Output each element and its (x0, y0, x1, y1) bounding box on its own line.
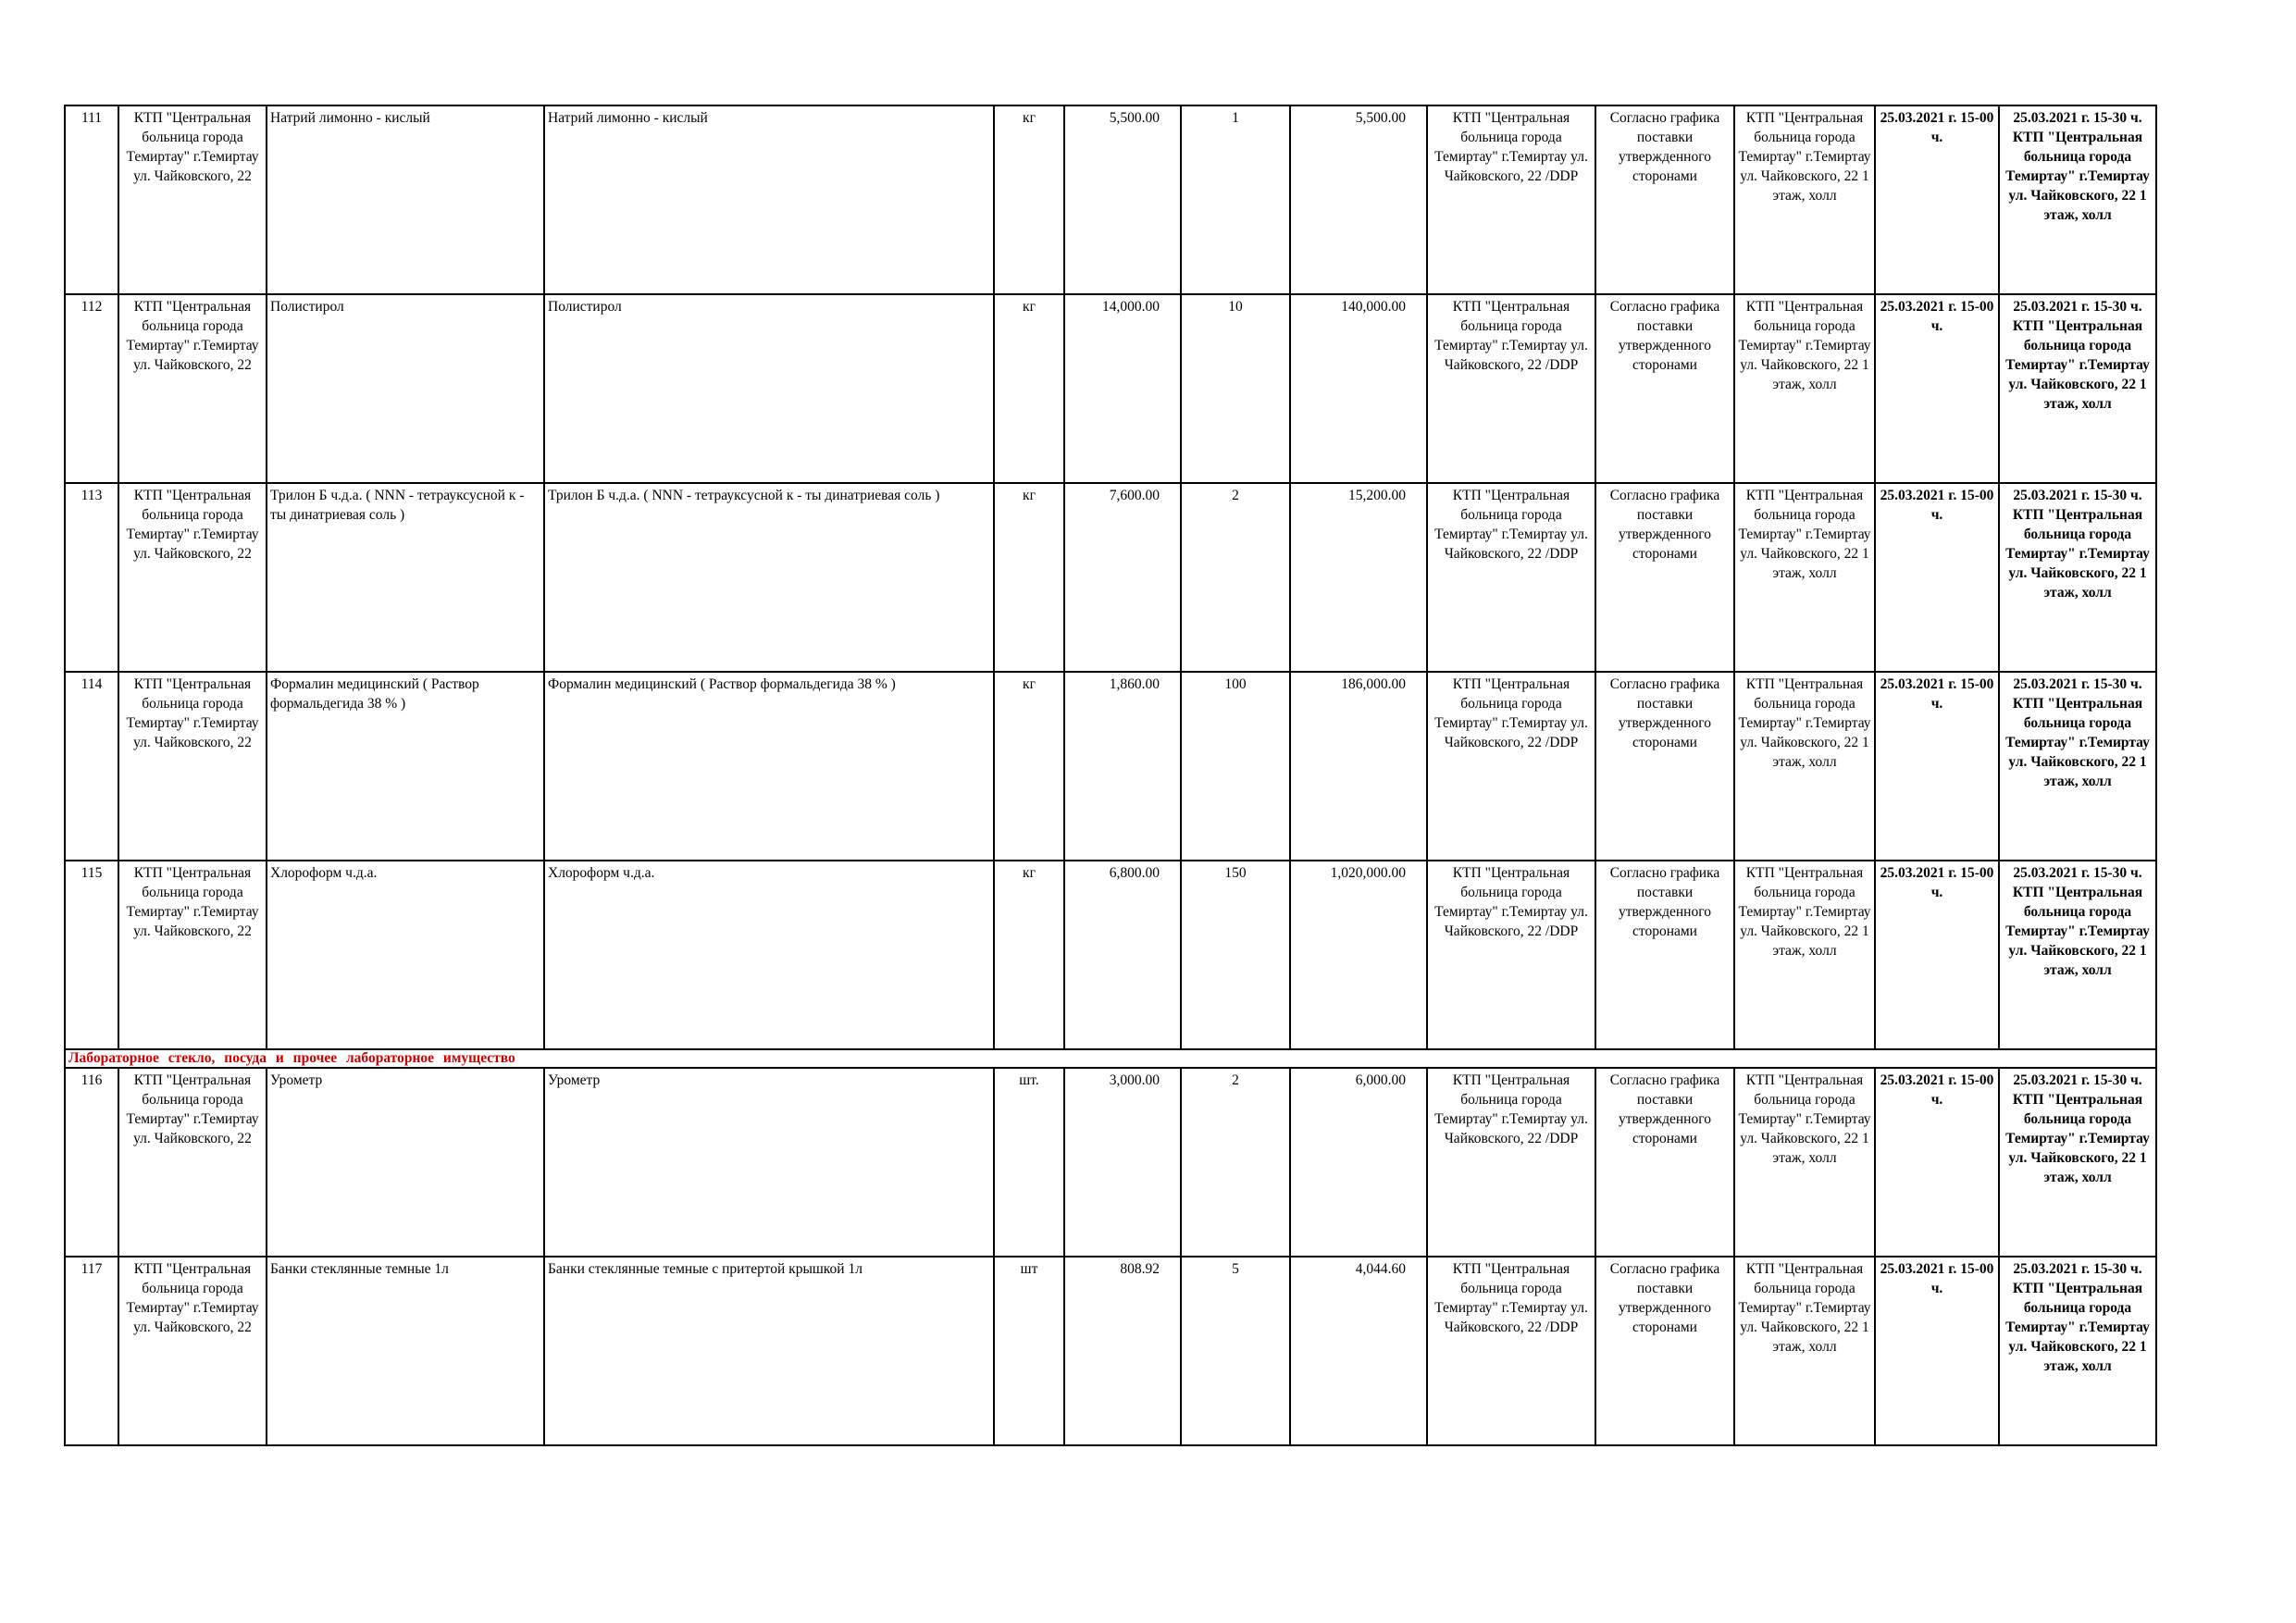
delivery-term-cell: Согласно графика поставки утвержденного сторонами (1595, 1257, 1734, 1445)
item-name-cell: Хлороформ ч.д.а. (267, 861, 544, 1049)
quantity-cell: 5 (1181, 1257, 1290, 1445)
customer-cell: КТП "Центральная больница города Темиртау" г.Темиртау ул. Чайковского, 22 (118, 1068, 267, 1257)
row-number-cell: 116 (65, 1068, 118, 1257)
submission-place-cell: КТП "Центральная больница города Темиртау" г.Темиртау ул. Чайковского, 22 1 этаж, холл (1734, 672, 1875, 861)
opening-cell: 25.03.2021 г. 15-30 ч. КТП "Центральная больница города Темиртау" г.Темиртау ул. Чайковского, 22 1 этаж, холл (1999, 861, 2156, 1049)
unit-cell: шт. (994, 1068, 1064, 1257)
delivery-term-cell: Согласно графика поставки утвержденного сторонами (1595, 294, 1734, 483)
item-description-cell: Трилон Б ч.д.а. ( NNN - тетрауксусной к - ты динатриевая соль ) (544, 483, 994, 672)
item-description-cell: Полистирол (544, 294, 994, 483)
delivery-term-cell: Согласно графика поставки утвержденного сторонами (1595, 1068, 1734, 1257)
deadline-cell: 25.03.2021 г. 15-00 ч. (1875, 672, 1999, 861)
item-description-cell: Натрий лимонно - кислый (544, 105, 994, 294)
delivery-place-cell: КТП "Центральная больница города Темиртау" г.Темиртау ул. Чайковского, 22 /DDP (1427, 861, 1595, 1049)
delivery-place-cell: КТП "Центральная больница города Темиртау" г.Темиртау ул. Чайковского, 22 /DDP (1427, 1068, 1595, 1257)
deadline-cell: 25.03.2021 г. 15-00 ч. (1875, 294, 1999, 483)
customer-cell: КТП "Центральная больница города Темиртау" г.Темиртау ул. Чайковского, 22 (118, 672, 267, 861)
item-name-cell: Натрий лимонно - кислый (267, 105, 544, 294)
delivery-place-cell: КТП "Центральная больница города Темиртау" г.Темиртау ул. Чайковского, 22 /DDP (1427, 672, 1595, 861)
submission-place-cell: КТП "Центральная больница города Темиртау" г.Темиртау ул. Чайковского, 22 1 этаж, холл (1734, 294, 1875, 483)
delivery-term-cell: Согласно графика поставки утвержденного сторонами (1595, 105, 1734, 294)
table-row (65, 861, 2156, 1049)
item-name-cell: Банки стеклянные темные 1л (267, 1257, 544, 1445)
item-name-cell: Урометр (267, 1068, 544, 1257)
deadline-cell: 25.03.2021 г. 15-00 ч. (1875, 861, 1999, 1049)
deadline-cell: 25.03.2021 г. 15-00 ч. (1875, 1068, 1999, 1257)
item-description-cell: Урометр (544, 1068, 994, 1257)
submission-place-cell: КТП "Центральная больница города Темиртау" г.Темиртау ул. Чайковского, 22 1 этаж, холл (1734, 483, 1875, 672)
unit-cell: кг (994, 294, 1064, 483)
row-number-cell: 117 (65, 1257, 118, 1445)
delivery-term-cell: Согласно графика поставки утвержденного сторонами (1595, 672, 1734, 861)
table-row (65, 672, 2156, 861)
unit-cell: кг (994, 483, 1064, 672)
submission-place-cell: КТП "Центральная больница города Темиртау" г.Темиртау ул. Чайковского, 22 1 этаж, холл (1734, 861, 1875, 1049)
opening-cell: 25.03.2021 г. 15-30 ч. КТП "Центральная больница города Темиртау" г.Темиртау ул. Чайковского, 22 1 этаж, холл (1999, 294, 2156, 483)
delivery-place-cell: КТП "Центральная больница города Темиртау" г.Темиртау ул. Чайковского, 22 /DDP (1427, 294, 1595, 483)
deadline-cell: 25.03.2021 г. 15-00 ч. (1875, 483, 1999, 672)
customer-cell: КТП "Центральная больница города Темиртау" г.Темиртау ул. Чайковского, 22 (118, 1257, 267, 1445)
delivery-term-cell: Согласно графика поставки утвержденного сторонами (1595, 861, 1734, 1049)
unit-cell: шт (994, 1257, 1064, 1445)
opening-cell: 25.03.2021 г. 15-30 ч. КТП "Центральная больница города Темиртау" г.Темиртау ул. Чайковского, 22 1 этаж, холл (1999, 483, 2156, 672)
row-number-cell: 115 (65, 861, 118, 1049)
opening-cell: 25.03.2021 г. 15-30 ч. КТП "Центральная больница города Темиртау" г.Темиртау ул. Чайковского, 22 1 этаж, холл (1999, 105, 2156, 294)
sum-cell: 186,000.00 (1290, 672, 1427, 861)
item-description-cell: Хлороформ ч.д.а. (544, 861, 994, 1049)
opening-cell: 25.03.2021 г. 15-30 ч. КТП "Центральная больница города Темиртау" г.Темиртау ул. Чайковского, 22 1 этаж, холл (1999, 1257, 2156, 1445)
sum-cell: 140,000.00 (1290, 294, 1427, 483)
price-cell: 808.92 (1064, 1257, 1181, 1445)
table-row (65, 294, 2156, 483)
deadline-cell: 25.03.2021 г. 15-00 ч. (1875, 105, 1999, 294)
submission-place-cell: КТП "Центральная больница города Темиртау" г.Темиртау ул. Чайковского, 22 1 этаж, холл (1734, 1257, 1875, 1445)
customer-cell: КТП "Центральная больница города Темиртау" г.Темиртау ул. Чайковского, 22 (118, 483, 267, 672)
price-cell: 1,860.00 (1064, 672, 1181, 861)
delivery-place-cell: КТП "Центральная больница города Темиртау" г.Темиртау ул. Чайковского, 22 /DDP (1427, 1257, 1595, 1445)
row-number-cell: 112 (65, 294, 118, 483)
customer-cell: КТП "Центральная больница города Темиртау" г.Темиртау ул. Чайковского, 22 (118, 294, 267, 483)
opening-cell: 25.03.2021 г. 15-30 ч. КТП "Центральная больница города Темиртау" г.Темиртау ул. Чайковского, 22 1 этаж, холл (1999, 1068, 2156, 1257)
customer-cell: КТП "Центральная больница города Темиртау" г.Темиртау ул. Чайковского, 22 (118, 105, 267, 294)
item-description-cell: Банки стеклянные темные с притертой крышкой 1л (544, 1257, 994, 1445)
price-cell: 3,000.00 (1064, 1068, 1181, 1257)
quantity-cell: 2 (1181, 483, 1290, 672)
item-description-cell: Формалин медицинский ( Раствор формальдегида 38 % ) (544, 672, 994, 861)
item-name-cell: Полистирол (267, 294, 544, 483)
quantity-cell: 1 (1181, 105, 1290, 294)
unit-cell: кг (994, 861, 1064, 1049)
quantity-cell: 10 (1181, 294, 1290, 483)
quantity-cell: 150 (1181, 861, 1290, 1049)
submission-place-cell: КТП "Центральная больница города Темиртау" г.Темиртау ул. Чайковского, 22 1 этаж, холл (1734, 1068, 1875, 1257)
table-row (65, 483, 2156, 672)
submission-place-cell: КТП "Центральная больница города Темиртау" г.Темиртау ул. Чайковского, 22 1 этаж, холл (1734, 105, 1875, 294)
sum-cell: 5,500.00 (1290, 105, 1427, 294)
table-row (65, 1068, 2156, 1257)
item-name-cell: Трилон Б ч.д.а. ( NNN - тетрауксусной к - ты динатриевая соль ) (267, 483, 544, 672)
section-header-row (65, 1049, 2156, 1068)
unit-cell: кг (994, 105, 1064, 294)
row-number-cell: 114 (65, 672, 118, 861)
opening-cell: 25.03.2021 г. 15-30 ч. КТП "Центральная больница города Темиртау" г.Темиртау ул. Чайковского, 22 1 этаж, холл (1999, 672, 2156, 861)
customer-cell: КТП "Центральная больница города Темиртау" г.Темиртау ул. Чайковского, 22 (118, 861, 267, 1049)
sum-cell: 4,044.60 (1290, 1257, 1427, 1445)
quantity-cell: 100 (1181, 672, 1290, 861)
price-cell: 5,500.00 (1064, 105, 1181, 294)
table-row (65, 105, 2156, 294)
price-cell: 14,000.00 (1064, 294, 1181, 483)
delivery-term-cell: Согласно графика поставки утвержденного сторонами (1595, 483, 1734, 672)
sum-cell: 15,200.00 (1290, 483, 1427, 672)
procurement-table-page (64, 105, 2157, 1446)
price-cell: 7,600.00 (1064, 483, 1181, 672)
section-header-cell (65, 1049, 2156, 1068)
table-row (65, 1257, 2156, 1445)
row-number-cell: 111 (65, 105, 118, 294)
delivery-place-cell: КТП "Центральная больница города Темиртау" г.Темиртау ул. Чайковского, 22 /DDP (1427, 105, 1595, 294)
delivery-place-cell: КТП "Центральная больница города Темиртау" г.Темиртау ул. Чайковского, 22 /DDP (1427, 483, 1595, 672)
unit-cell: кг (994, 672, 1064, 861)
row-number-cell: 113 (65, 483, 118, 672)
sum-cell: 1,020,000.00 (1290, 861, 1427, 1049)
quantity-cell: 2 (1181, 1068, 1290, 1257)
sum-cell: 6,000.00 (1290, 1068, 1427, 1257)
item-name-cell: Формалин медицинский ( Раствор формальдегида 38 % ) (267, 672, 544, 861)
price-cell: 6,800.00 (1064, 861, 1181, 1049)
section-label: Лабораторное стекло, посуда и прочее лабораторное имущество (68, 1050, 515, 1066)
procurement-table (64, 105, 2157, 1446)
deadline-cell: 25.03.2021 г. 15-00 ч. (1875, 1257, 1999, 1445)
